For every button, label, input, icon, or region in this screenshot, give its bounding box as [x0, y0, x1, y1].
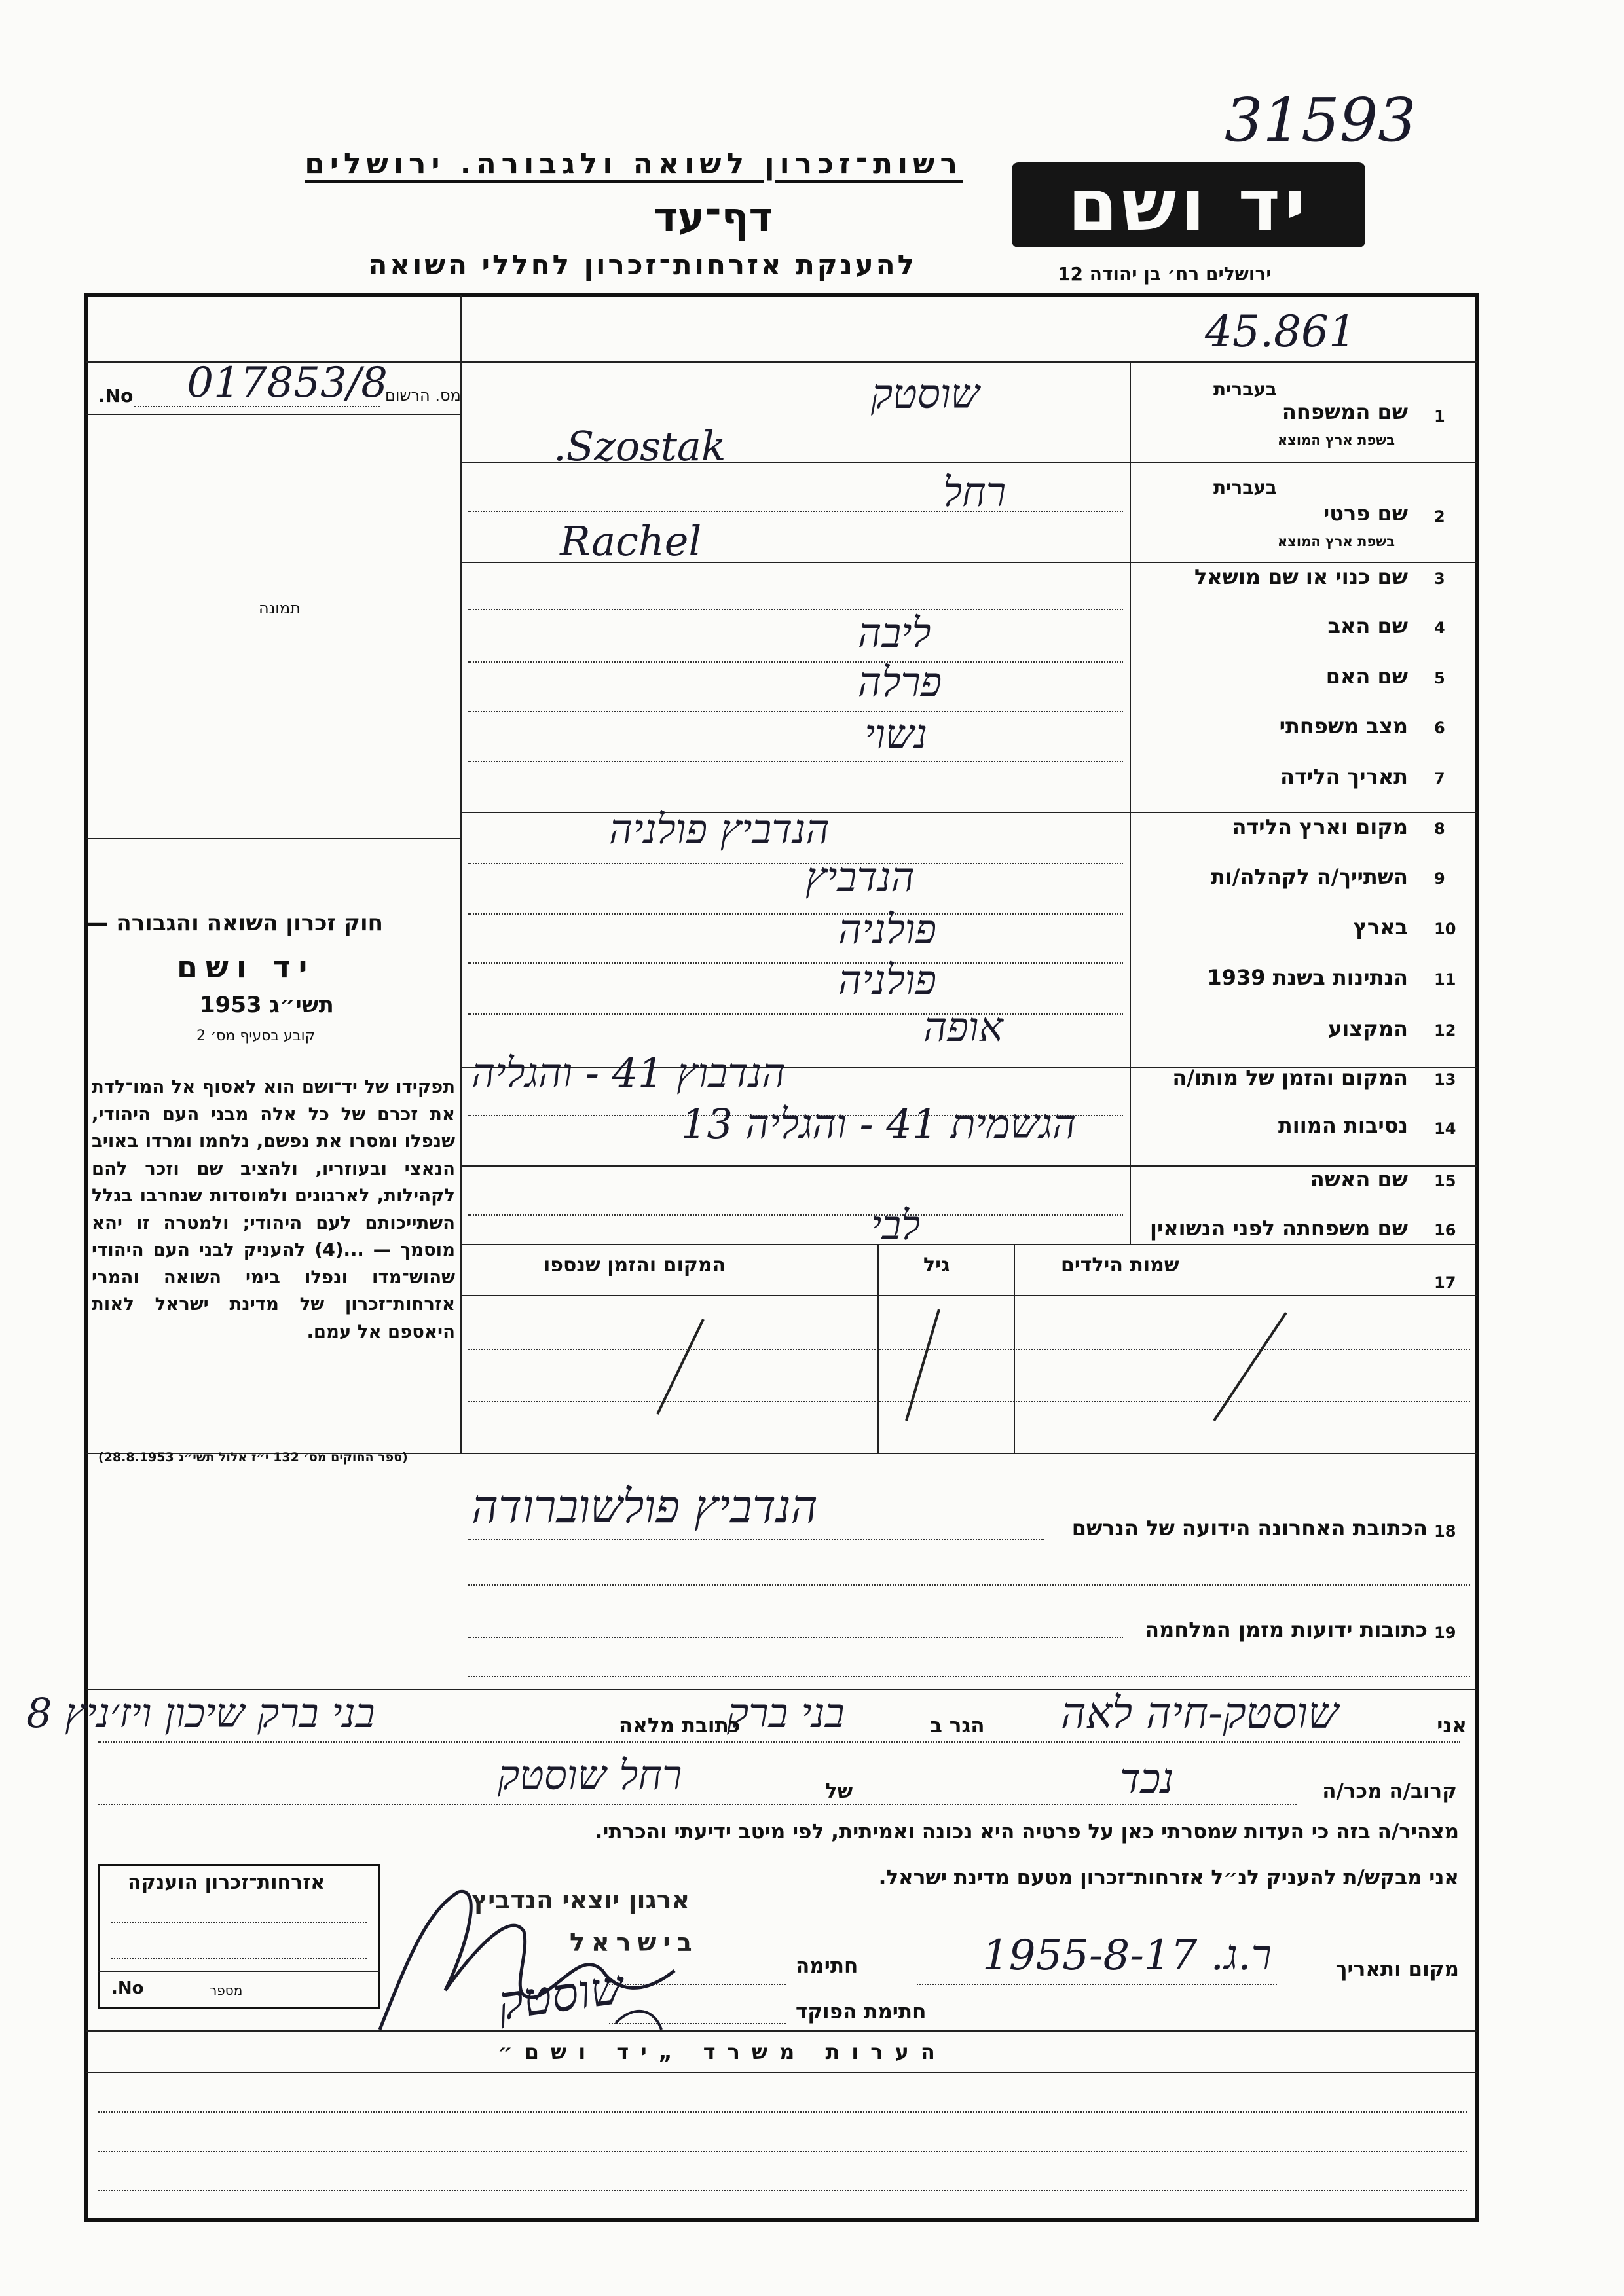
lives-in-label: הגר ב [930, 1714, 985, 1738]
law-reference: (ספר החוקים מס׳ 132 י״ז אלול תשי״ג 28.8.1953) [98, 1450, 408, 1465]
field-9-label: השתייך/ה לקהלה/ות [1210, 864, 1408, 889]
field-16-number: 16 [1434, 1221, 1456, 1239]
children-age-strike [906, 1309, 939, 1421]
signature-label: חתימה [796, 1954, 858, 1978]
field-9-value: הנדביץ [805, 853, 915, 901]
field-6-number: 6 [1434, 719, 1445, 737]
children-strikes [461, 1296, 1476, 1453]
field-1-value: שוסטק [871, 370, 980, 418]
field-8-number: 8 [1434, 820, 1445, 838]
children-names-strike [1214, 1313, 1286, 1421]
field-18-value: הנדביץ פולשוברודה [471, 1480, 818, 1533]
field-6-label: מצב משפחתי [1279, 714, 1408, 738]
label-column-divider [1130, 361, 1131, 1244]
field-4-number: 4 [1434, 619, 1445, 637]
place-date-value: ר.ג. 1955-8-17 [982, 1931, 1272, 1980]
field-13-number: 13 [1434, 1070, 1456, 1089]
field-7-number: 7 [1434, 769, 1445, 788]
registration-number: 017853/8 [187, 359, 388, 407]
field-10-value: פולניה [838, 905, 937, 953]
field-12-number: 12 [1434, 1021, 1456, 1040]
field-14-label: נסיבות המוות [1278, 1113, 1408, 1138]
form-subtitle: להענקת אזרחות־זכרון לחללי השואה [368, 249, 917, 281]
declarant-signature: שוסטק [494, 1959, 627, 2031]
field-10-label: בארץ [1353, 915, 1408, 939]
field-11-value: פולניה [838, 956, 937, 1004]
field-2-value: רחל [943, 468, 1006, 516]
stamp-number-heb-label: מספר [210, 1982, 243, 1998]
officer-signature-label: חתימת הפוקד [796, 2000, 927, 2024]
signature-scribble [367, 1872, 760, 2043]
field-13-value: הנדבוץ 41 - והגליה [471, 1049, 786, 1097]
organization-stamp: ארגון יוצאי הנדביץ [471, 1886, 690, 1914]
field-8-value: הנדביץ פולניה [609, 805, 830, 853]
field-7-label: תאריך הלידה [1280, 764, 1408, 789]
field-15-number: 15 [1434, 1172, 1456, 1190]
full-address-label: כתובת מלאה [619, 1714, 741, 1738]
authority-name: רשות־זכרון לשואה ולגבורה. ירושלים [304, 147, 963, 181]
yad-vashem-logo: יד ושם [1012, 162, 1365, 247]
law-title: חוק זכרון השואה והגבורה — [86, 910, 383, 936]
stamp-box-title: אזרחות־זכרון הוענקה [128, 1871, 325, 1894]
declarant-address: בני ברק שיכון ויז׳ניץ 8 [26, 1689, 375, 1737]
children-place-strike [657, 1319, 703, 1414]
declarant-i-label: אני [1437, 1714, 1467, 1738]
field-13-label: המקום והזמן של מותו/ה [1172, 1065, 1408, 1090]
field-2-value-latin: Rachel [560, 517, 702, 565]
request-text: אני מבקש/ת להעניק לנ״ל אזרחות־זכרון מטעם מדינת ישראל. [878, 1866, 1459, 1889]
field-14-number: 14 [1434, 1120, 1456, 1138]
registration-no-label: No. [98, 385, 134, 407]
declaration-text: מצהיר/ה בזה כי העדות שמסרתי כאן על פרטיה היא נכונה ואמיתית, לפי מיטב ידיעתי והכרתי. [595, 1820, 1459, 1844]
field-1-value-latin: Szostak. [553, 422, 726, 470]
field-2-sub: בשפת ארץ המוצא [1277, 534, 1395, 549]
field-2-number: 2 [1434, 507, 1445, 526]
field-2-label: שם פרטי [1323, 501, 1408, 526]
declarant-city: בני ברק [727, 1689, 845, 1737]
field-12-label: המקצוע [1328, 1016, 1408, 1041]
stamp-number-label: No. [111, 1978, 144, 1998]
law-brand: יד ושם [177, 949, 316, 985]
form-title: דף־עד [654, 193, 773, 241]
of-label: של [825, 1779, 853, 1803]
law-section: קובע בסעיף מס׳ 2 [196, 1028, 316, 1044]
place-date-label: מקום ותאריך [1335, 1958, 1459, 1981]
law-year: תשי״ג 1953 [200, 992, 334, 1018]
declarant-name: שוסטק-חיה לאה [1061, 1688, 1338, 1738]
logo-address: ירושלים רח׳ בן יהודה 12 [1058, 263, 1272, 285]
field-5-label: שם האם [1325, 664, 1408, 689]
field-17-number: 17 [1434, 1273, 1456, 1292]
photo-label: תמונה [259, 599, 301, 617]
law-text: תפקידו של יד־ושם הוא לאסוף אל המו־לדת את זכרם של כל אלה מבני העם היהודי, שנפלו ומסרו את נפשם, נלחמו ומרדו באויב הנאצי ובעוזריו, ולהציב שם וזכר להם לקהילות, לארגונים ולמוסדות שנחרבו בגלל השתייכותם לעם היהודי; ולמטרה זו יהא מוסמך — ...(4) להעניק לבני העם היהודי שהוש־מדו ונפלו בימי השואה והמרי אזרחות־זכרון של מדינת ישראל לאות היאספם אל עמם. [92, 1076, 455, 1342]
field-1-hebrew-tag: בעברית [1213, 378, 1277, 400]
office-notes-title: הערות משרד „יד ושם״ [498, 2039, 947, 2064]
field-15-label: שם האשה [1310, 1167, 1408, 1192]
field-1-number: 1 [1434, 407, 1445, 426]
archive-number: 31593 [1225, 85, 1416, 155]
of-value: רחל שוסטק [498, 1751, 682, 1799]
field-16-label: שם משפחתה לפני הנשואין [1149, 1216, 1408, 1241]
field-10-number: 10 [1434, 920, 1456, 938]
children-place-header: המקום והזמן שנספו [544, 1254, 726, 1277]
field-14-value: הגשמית 41 - והגליה 13 [681, 1100, 1077, 1148]
organization-stamp-place: בישראל [570, 1928, 699, 1957]
children-age-header: גיל [923, 1254, 950, 1277]
reg-line [86, 414, 461, 415]
field-4-value: ליבה [858, 609, 931, 657]
field-9-number: 9 [1434, 869, 1445, 888]
relation-value: נכד [1120, 1755, 1174, 1802]
registration-label: מס. הרשום [385, 386, 461, 405]
field-2-hebrew-tag: בעברית [1213, 477, 1277, 498]
field-18-label: הכתובת האחרונה הידועה של הנרשם [1071, 1516, 1428, 1540]
file-number: 45.861 [1205, 306, 1356, 357]
field-12-value: אופה [923, 1003, 1003, 1051]
field-4-label: שם האב [1327, 613, 1408, 638]
field-1-sub: בשפת ארץ המוצא [1277, 432, 1395, 448]
field-11-label: הנתינות בשנת 1939 [1207, 965, 1408, 990]
field-3-number: 3 [1434, 570, 1445, 588]
field-5-number: 5 [1434, 669, 1445, 687]
left-column-divider [460, 295, 462, 1453]
children-names-header: שמות הילדים [1061, 1254, 1179, 1277]
field-19-number: 19 [1434, 1624, 1456, 1642]
photo-bottom-line [86, 838, 461, 839]
field-19-label: כתובות ידועות מזמן המלחמה [1145, 1617, 1428, 1642]
field-16-value: לבי [871, 1201, 921, 1249]
field-1-label: שם המשפחה [1282, 399, 1408, 424]
relative-label: קרוב/ה מכר/ה [1322, 1779, 1457, 1803]
field-3-label: שם כנוי או שם מושאל [1194, 564, 1408, 589]
field-6-value: נשוי [864, 710, 928, 758]
field-18-number: 18 [1434, 1522, 1456, 1540]
field-11-number: 11 [1434, 970, 1456, 989]
field-8-label: מקום וארץ הלידה [1232, 814, 1408, 839]
field-5-value: פרלה [858, 658, 942, 706]
